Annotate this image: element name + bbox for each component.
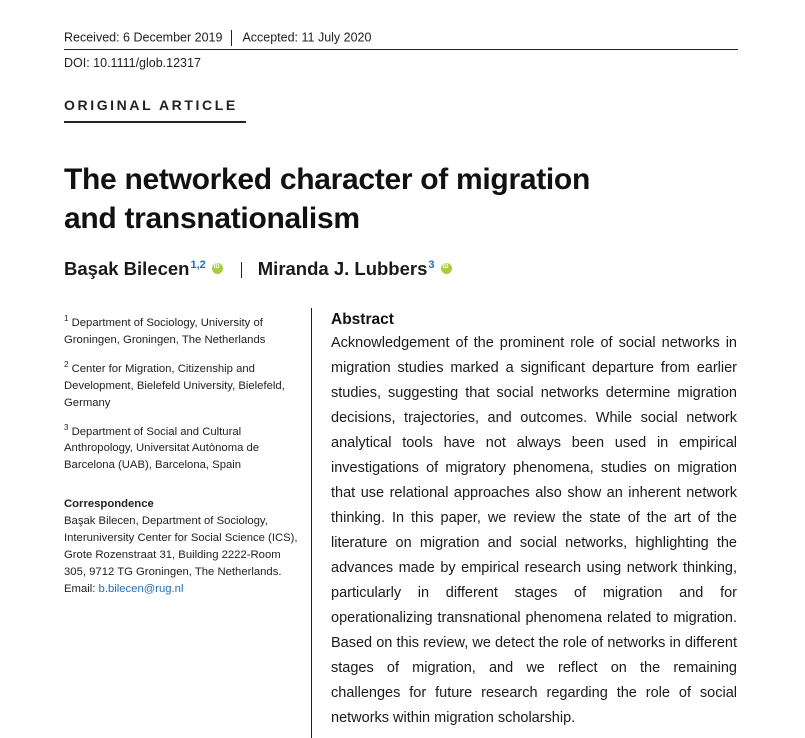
affiliation-number: 3	[64, 422, 69, 432]
affiliation-number: 2	[64, 359, 69, 369]
received-date: Received: 6 December 2019	[64, 30, 223, 45]
author-name[interactable]: Miranda J. Lubbers	[257, 258, 428, 279]
accepted-date: Accepted: 11 July 2020	[242, 30, 372, 45]
affiliation-text: Department of Social and Cultural Anthropology, Universitat Autònoma de Barcelona (UAB), Barcelona, Spain	[64, 425, 260, 472]
orcid-icon[interactable]	[441, 263, 452, 274]
correspondence-address: Başak Bilecen, Department of Sociology, Interuniversity Center for Social Science (ICS), Grote Rozenstraat 31, Building 2222-Room 305, 9712 TG Groningen, The Netherlands.	[64, 515, 298, 579]
affiliation-number: 1	[64, 314, 69, 323]
abstract-text: Acknowledgement of the prominent role of social networks in migration studies marked a significant departure from earlier studies, suggesting that social networks determine migration decisions, trajectories, and outcomes. While social network analytical tools have not always been used in empirical investigations of migratory phenomena, studies on migration that use relational approaches also show an inherent network thinking. In this paper, we review the state of the art of the literature on migration and social networks, highlighting the advances made by empirical research using network thinking, particularly in different stages of migration and for operationalizing transnational phenomena related to migration. Based on this review, we detect the role of networks in different stages of migration, and we reflect on the remaining challenges for future research regarding the role of social networks within migration scholarship.	[331, 335, 737, 726]
header-rule	[64, 49, 738, 50]
author-affiliation-ref[interactable]: 1,2	[190, 258, 206, 271]
abstract-section	[331, 311, 737, 731]
affiliation-text: Center for Migration, Citizenship and Development, Bielefeld University, Bielefeld, Germany	[64, 362, 285, 409]
affiliation-text: Department of Sociology, University of Groningen, Groningen, The Netherlands	[64, 316, 266, 346]
abstract-heading: Abstract	[331, 311, 394, 328]
email-link[interactable]: b.bilecen@rug.nl	[98, 583, 184, 596]
correspondence	[64, 496, 304, 598]
column-divider	[311, 308, 312, 738]
affiliations-column	[64, 310, 304, 598]
email-label: Email:	[64, 583, 99, 596]
affiliation	[64, 419, 304, 475]
article-type-underline	[64, 121, 246, 123]
correspondence-label: Correspondence	[64, 498, 154, 511]
article-title: The networked character of migration and transnationalism	[64, 163, 590, 235]
author-name[interactable]: Başak Bilecen	[64, 258, 190, 279]
author-affiliation-ref[interactable]: 3	[428, 258, 435, 271]
orcid-icon[interactable]	[212, 263, 223, 274]
correspondence-email	[64, 581, 304, 598]
author-list	[64, 258, 452, 280]
author-separator	[241, 262, 242, 278]
affiliation	[64, 356, 304, 412]
publication-dates	[64, 30, 371, 46]
affiliation	[64, 310, 304, 349]
date-separator	[231, 30, 232, 46]
doi[interactable]: DOI: 10.1111/glob.12317	[64, 56, 201, 70]
article-type-label: ORIGINAL ARTICLE	[64, 97, 238, 113]
